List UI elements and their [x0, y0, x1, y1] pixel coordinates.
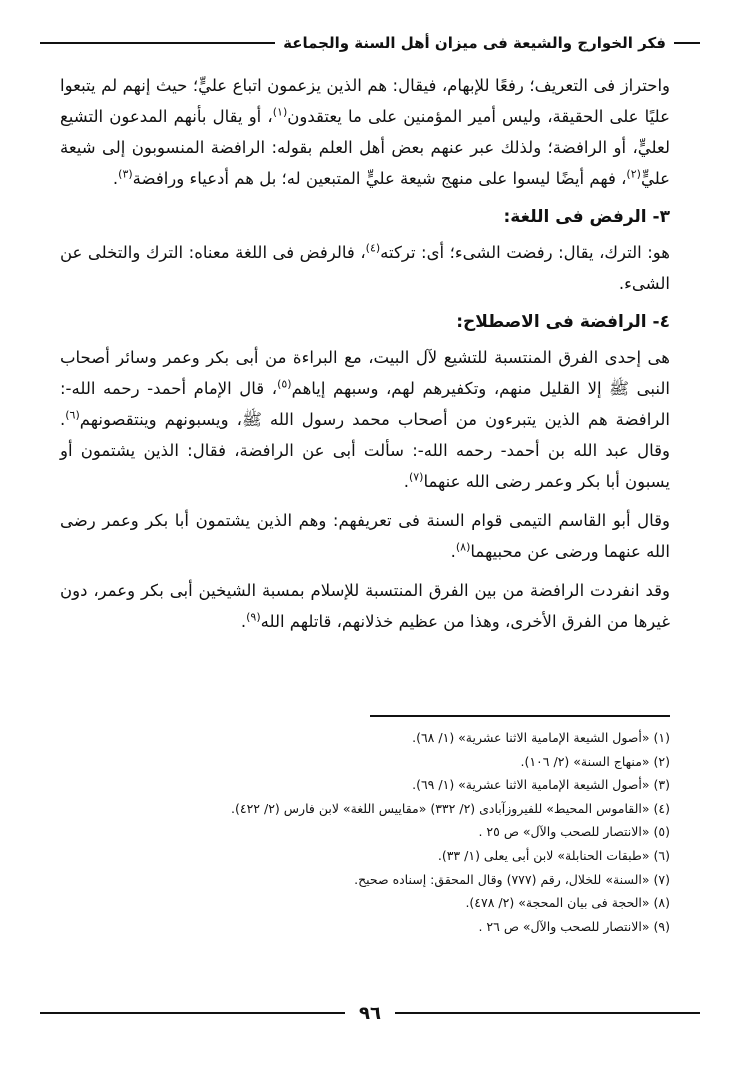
header-rule-right	[674, 42, 700, 44]
footnote-item: (٧) «السنة» للخلال، رقم (٧٧٧) وقال المحقق: إسناده صحيح.	[354, 871, 670, 887]
footnote-item: (٤) «القاموس المحيط» للفيروزآبادى (٢/ ٣٣٢) «مقاييس اللغة» لابن فارس (٢/ ٤٢٢).	[231, 800, 670, 816]
footnote-item: (١) «أصول الشيعة الإمامية الاثنا عشرية» (١/ ٦٨).	[412, 730, 670, 745]
paragraph-2	[60, 237, 670, 299]
heading-rafida-term: ٤- الرافضة فى الاصطلاح:	[456, 312, 670, 332]
paragraph-3	[60, 342, 670, 497]
running-header-title: فكر الخوارج والشيعة فى ميزان أهل السنة والجماعة	[283, 34, 666, 52]
page-footer	[40, 1000, 700, 1026]
paragraph-3-end: .	[403, 472, 409, 491]
heading-rafd-language: ٣- الرفض فى اللغة:	[503, 207, 670, 227]
footnote-item: (٣) «أصول الشيعة الإمامية الاثنا عشرية» (١/ ٦٩).	[412, 777, 670, 793]
footnote-ref-3: (٣)	[118, 167, 133, 181]
paragraph-5-end: .	[240, 612, 247, 631]
footnote-separator	[370, 715, 670, 717]
footnotes-list	[90, 726, 670, 938]
paragraph-1-part-a: واحتراز فى التعريف؛ رفعًا للإبهام، فيقال: هم الذين يزعمون اتباع عليٍّ؛ حيث إنهم لم يتبعوا عليًا على الحقيقة، وليس أمير المؤمنين على ما يعتقدون	[60, 76, 670, 126]
paragraph-4-part-a: وقال أبو القاسم التيمى قوام السنة فى تعريفهم: وهم الذين يشتمون أبا بكر وعمر رضى الله عنهما ورضى عن محبيهما	[60, 511, 670, 561]
header-rule-left	[40, 42, 275, 44]
footnote-item: (٢) «منهاج السنة» (٢/ ١٠٦).	[520, 753, 670, 769]
footer-rule-right	[395, 1012, 700, 1014]
footnote-ref-6: (٦)	[65, 408, 80, 422]
paragraph-5	[60, 575, 670, 637]
paragraph-1-end: .	[112, 169, 119, 188]
footer-rule-left	[40, 1012, 345, 1014]
footnote-ref-7: (٧)	[408, 470, 424, 484]
paragraph-3-part-c: . وقال عبد الله بن أحمد- رحمه الله-: سألت أبى عن الرافضة، فقال: الذين يشتمون أو يسبون أبا بكر وعمر رضى الله عنهما	[60, 410, 670, 491]
paragraph-1-part-c: ، فهم أيضًا ليسوا على منهج شيعة عليٍّ المتبعين له؛ بل هم أدعياء ورافضة	[132, 169, 627, 188]
paragraph-4-end: .	[450, 542, 456, 561]
footnote-item: (٥) «الانتصار للصحب والآل» ص ٢٥ .	[478, 824, 670, 840]
paragraph-3-part-a: هى إحدى الفرق المنتسبة للتشيع لآل البيت، مع البراءة من أبى بكر وعمر وسائر أصحاب النبى ﷺ إلا القليل منهم، وتكفيرهم لهم، وسبهم إياهم	[60, 348, 670, 398]
footnote-ref-9: (٩)	[246, 610, 261, 624]
footnote-ref-1: (١)	[272, 105, 288, 119]
footnote-item: (٩) «الانتصار للصحب والآل» ص ٢٦ .	[478, 918, 670, 934]
footnote-item: (٦) «طبقات الحنابلة» لابن أبى يعلى (١/ ٣٣).	[437, 847, 670, 863]
paragraph-2-part-b: ، فالرفض فى اللغة معناه: الترك والتخلى عن الشىء.	[60, 243, 670, 293]
footnote-ref-4: (٤)	[365, 241, 381, 255]
paragraph-1	[60, 70, 670, 194]
footnote-item: (٨) «الحجة فى بيان المحجة» (٢/ ٤٧٨).	[465, 895, 670, 911]
paragraph-1-part-b: ، أو يقال بأنهم المدعون التشيع لعليٍّ، أو الرافضة؛ ولذلك عبر عنهم بعض أهل العلم بقوله: الرافضة المنسوبون إلى شيعة عليٍّ	[60, 107, 670, 188]
paragraph-4	[60, 505, 670, 567]
main-text	[60, 70, 670, 645]
footnote-ref-8: (٨)	[455, 540, 471, 554]
paragraph-3-part-b: ، قال الإمام أحمد- رحمه الله-: الرافضة هم الذين يتبرءون من أصحاب محمد رسول الله ﷺ، ويسبونهم وينتقصونهم	[60, 379, 670, 429]
paragraph-5-part-a: وقد انفردت الرافضة من بين الفرق المنتسبة للإسلام بمسبة الشيخين أبى بكر وعمر، دون غيرها من الفرق الأخرى، وهذا من عظيم خذلانهم، قاتلهم الله	[60, 581, 670, 631]
footnote-ref-5: (٥)	[277, 377, 292, 391]
running-header	[40, 30, 700, 56]
page-number: ٩٦	[359, 1002, 381, 1024]
paragraph-2-part-a: هو: الترك، يقال: رفضت الشىء؛ أى: تركته	[380, 243, 670, 262]
footnote-ref-2: (٢)	[626, 167, 641, 181]
